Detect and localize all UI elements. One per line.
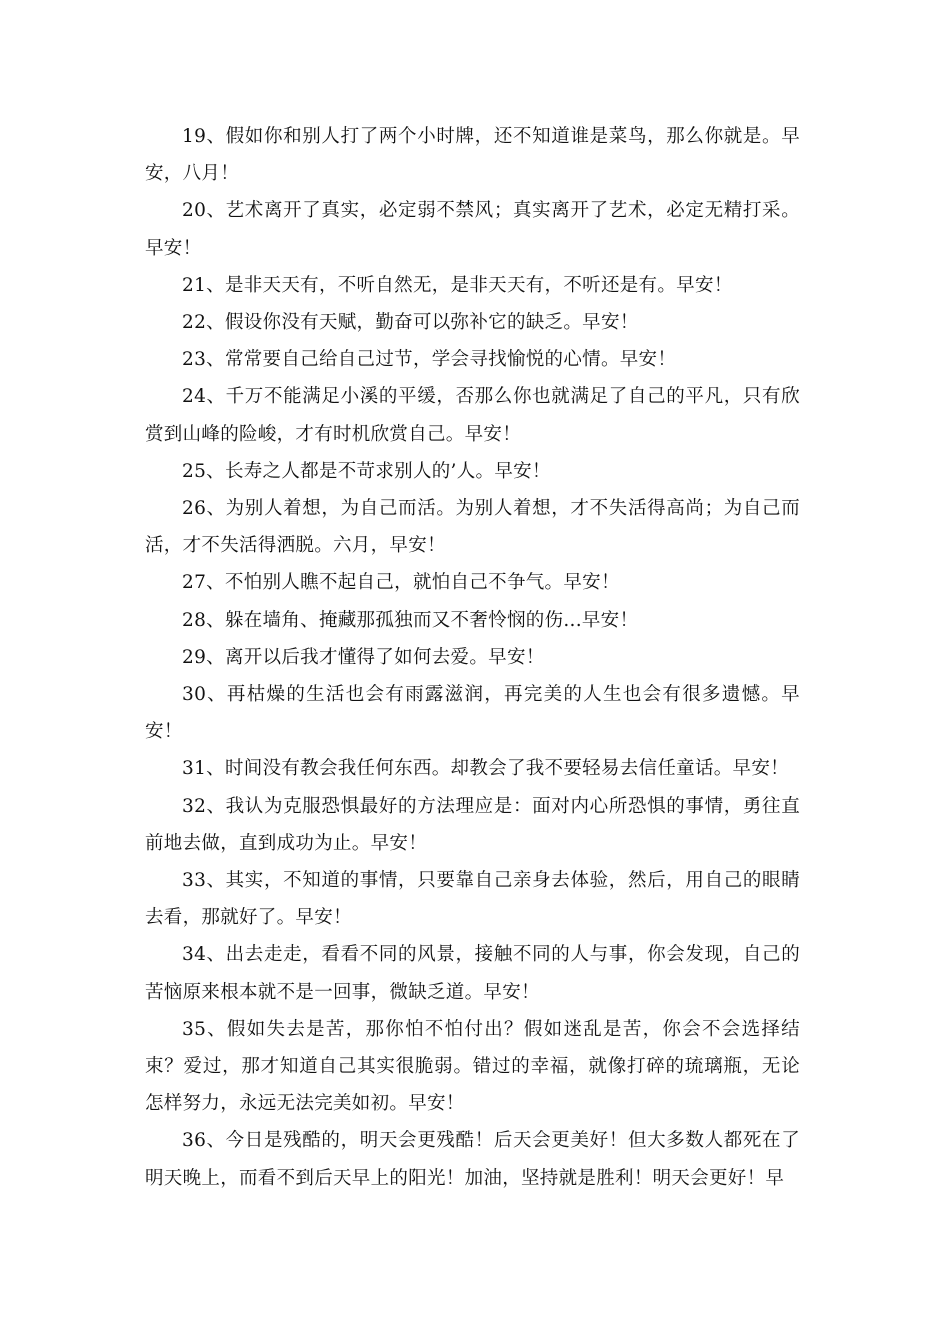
paragraph-22: 22、假设你没有天赋，勤奋可以弥补它的缺乏。早安！	[182, 312, 639, 334]
paragraph-32: 32、我认为克服恐惧最好的方法理应是：面对内心所恐惧的事情，勇往直前地去做，直到成功为止。早安！	[145, 795, 800, 854]
paragraph-28: 28、躲在墙角、掩藏那孤独而又不奢怜悯的伤...早安！	[182, 609, 639, 631]
paragraph-23: 23、常常要自己给自己过节，学会寻找愉悦的心情。早安！	[182, 349, 677, 371]
paragraph-30: 30、再枯燥的生活也会有雨露滋润，再完美的人生也会有很多遗憾。早安！	[145, 684, 800, 743]
document-body	[145, 118, 800, 1197]
paragraph-19: 19、假如你和别人打了两个小时牌，还不知道谁是菜鸟，那么你就是。早安，八月！	[145, 126, 800, 185]
paragraph-26: 26、为别人着想，为自己而活。为别人着想，才不失活得高尚；为自己而活，才不失活得洒脱。六月，早安！	[145, 498, 800, 557]
paragraph-27: 27、不怕别人瞧不起自己，就怕自己不争气。早安！	[182, 572, 620, 594]
paragraph-35: 35、假如失去是苦，那你怕不怕付出？假如迷乱是苦，你会不会选择结束？爱过，那才知道自己其实很脆弱。错过的幸福，就像打碎的琉璃瓶，无论怎样努力，永远无法完美如初。早安！	[145, 1018, 800, 1115]
paragraph-36: 36、今日是残酷的，明天会更残酷！后天会更美好！但大多数人都死在了明天晚上，而看不到后天早上的阳光！加油，坚持就是胜利！明天会更好！早	[145, 1130, 800, 1189]
paragraph-20: 20、艺术离开了真实，必定弱不禁风；真实离开了艺术，必定无精打采。早安！	[145, 200, 800, 259]
paragraph-24: 24、千万不能满足小溪的平缓，否那么你也就满足了自己的平凡，只有欣赏到山峰的险峻，才有时机欣赏自己。早安！	[145, 386, 800, 445]
paragraph-31: 31、时间没有教会我任何东西。却教会了我不要轻易去信任童话。早安！	[182, 758, 789, 780]
paragraph-21: 21、是非天天有，不听自然无，是非天天有，不听还是有。早安！	[182, 274, 733, 296]
paragraph-29: 29、离开以后我才懂得了如何去爱。早安！	[182, 646, 545, 668]
paragraph-34: 34、出去走走，看看不同的风景，接触不同的人与事，你会发现，自己的苦恼原来根本就不是一回事，微缺乏道。早安！	[145, 944, 800, 1003]
paragraph-33: 33、其实，不知道的事情，只要靠自己亲身去体验，然后，用自己的眼睛去看，那就好了。早安！	[145, 870, 800, 929]
paragraph-25: 25、长寿之人都是不苛求别人的’人。早安！	[182, 460, 551, 482]
